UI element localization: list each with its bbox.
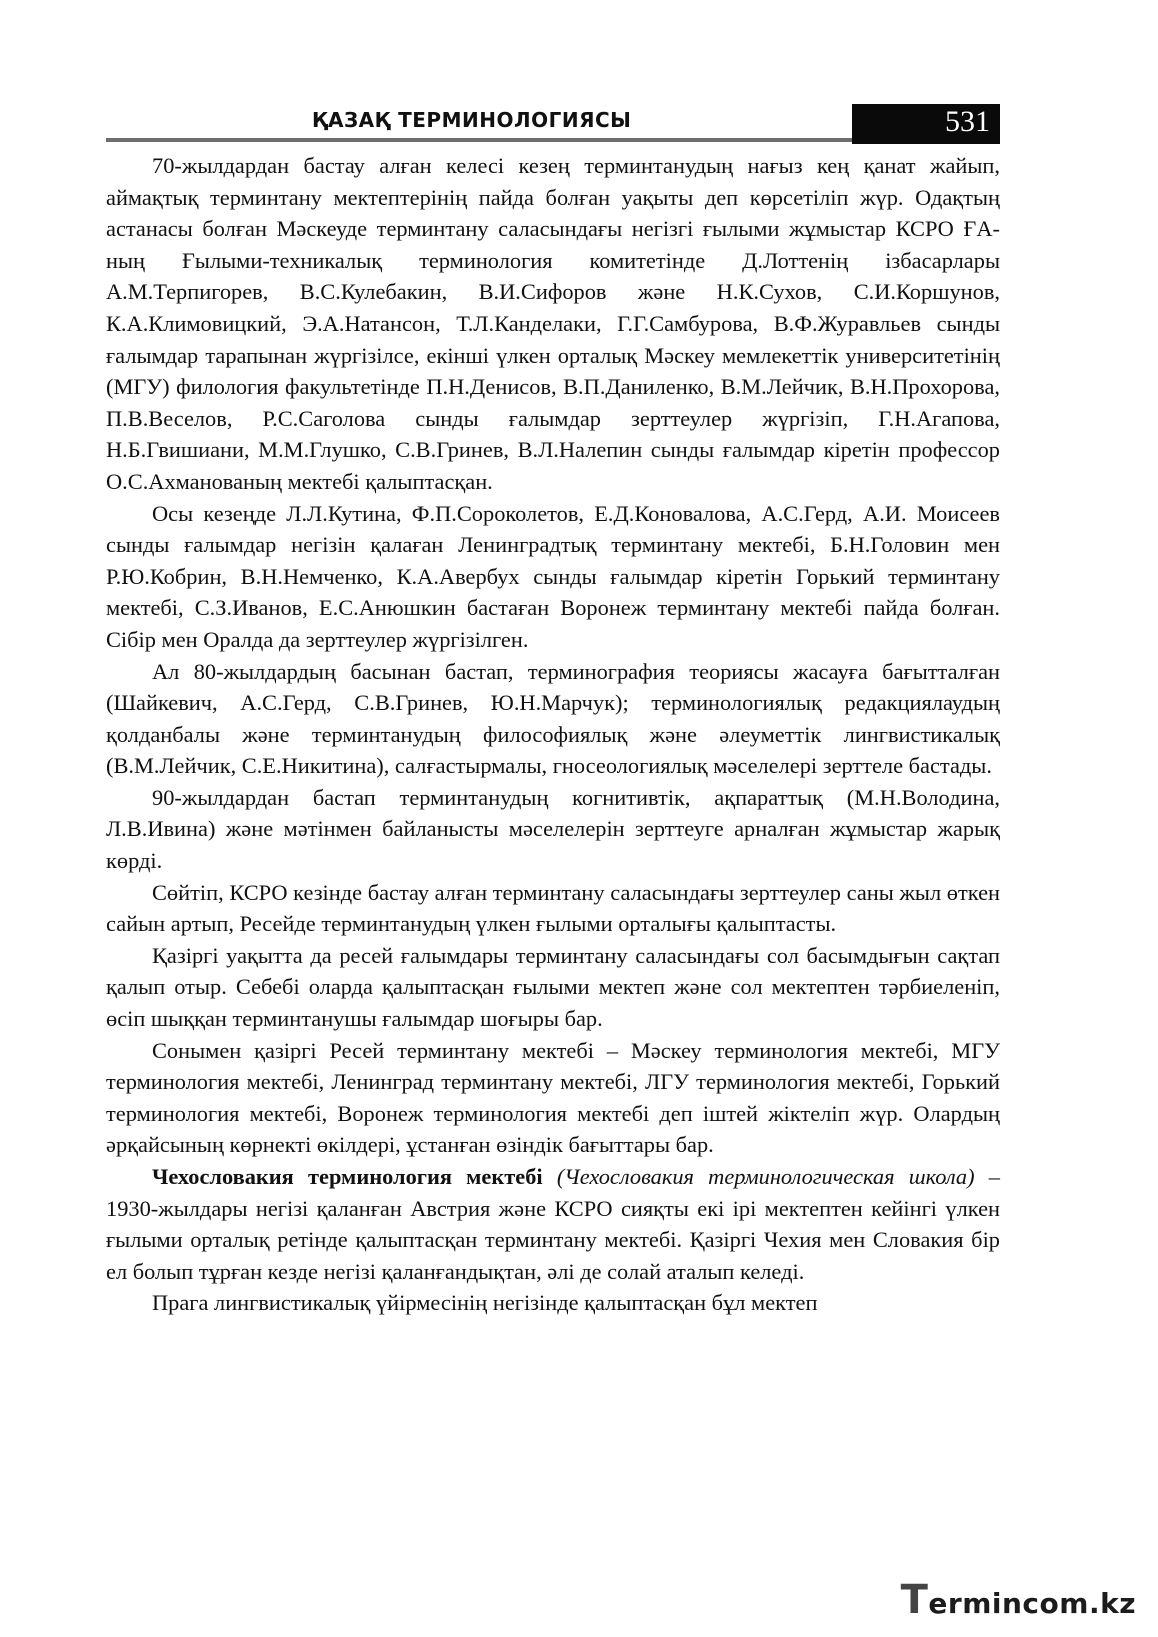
site-watermark-logo: Termincom.kz — [900, 1577, 1136, 1623]
paragraph-7: Сонымен қазіргі Ресей терминтану мектебі – Мәскеу терминология мектебі, МГУ терминология мектебі, Ленинград терминтану мектебі, ЛГУ терминология мектебі, Горький терминология мектебі, Воронеж терминология мектебі деп іштей жіктеліп жүр. Олардың әрқайсының көрнекті өкілдері, ұстанған өзіндік бағыттары бар. — [106, 1037, 1000, 1158]
paragraph-5: Сөйтіп, КСРО кезінде бастау алған терминтану саласындағы зерттеулер саны жыл өткен сайын артып, Ресейде терминтанудың үлкен ғылыми орталығы қалыптасты. — [106, 879, 1000, 937]
paragraph-6: Қазіргі уақытта да ресей ғалымдары терминтану саласындағы сол басымдығын сақтап қалып отыр. Себебі оларда қалыптасқан ғылыми мектеп және сол мектептен тәрбиеленіп, өсіп шыққан терминтанушы ғалымдар шоғыры бар. — [106, 942, 1000, 1032]
paragraph-3: Ал 80-жылдардың басынан бастап, терминография теориясы жасауға бағытталған (Шайкевич, А.С.Герд, С.В.Гринев, Ю.Н.Марчук); терминологиялық редакциялаудың қолданбалы және терминтанудың философиялық және әлеуметтік лингвистикалық (В.М.Лейчик, С.Е.Никитина), салғастырмалы, гносеологиялық мәселелері зерттеле бастады. — [106, 658, 1000, 779]
term-definition: –1930-жылдары негізі қаланған Австрия және КСРО сияқты екі ірі мектептен кейінгі үлкен ғылыми орталық ретінде қалыптасқан терминтану мектебі. Қазіргі Чехия мен Словакия бір ел болып тұрған кезде негізі қаланғандықтан, әлі де солай аталып келеді. — [106, 1164, 1000, 1284]
paragraph-4: 90-жылдардан бастап терминтанудың когнитивтік, ақпараттық (М.Н.Володина, Л.В.Ивина) және мәтінмен байланысты мәселелерін зерттеуге арналған жұмыстар жарық көрді. — [106, 784, 1000, 874]
header-rule — [106, 138, 852, 142]
running-head-title: ҚАЗАҚ ТЕРМИНОЛОГИЯСЫ — [312, 108, 632, 132]
page-number-box — [852, 104, 1000, 144]
paragraph-8 — [106, 1161, 1000, 1287]
page-number: 531 — [945, 105, 990, 138]
paragraph-2: Осы кезеңде Л.Л.Кутина, Ф.П.Сороколетов, Е.Д.Коновалова, А.С.Герд, А.И. Моисеев сынды ғалымдар негізін қалаған Ленинградтық терминтану мектебі, Б.Н.Головин мен Р.Ю.Кобрин, В.Н.Немченко, К.А.Авербух сынды ғалымдар кіретін Горький терминтану мектебі, С.З.Иванов, Е.С.Анюшкин бастаған Воронеж терминтану мектебі пайда болған. Сібір мен Оралда да зерттеулер жүргізілген. — [106, 500, 1000, 652]
body-text — [106, 150, 1000, 1319]
paragraph-9: Прага лингвистикалық үйірмесінің негізінде қалыптасқан бұл мектеп — [152, 1290, 818, 1316]
running-header — [106, 104, 1000, 144]
paragraph-1: 70-жылдардан бастау алған келесі кезең терминтанудың нағыз кең қанат жайып, аймақтық терминтану мектептерінің пайда болған уақыты деп көрсетіліп жүр. Одақтың астанасы болған Мәскеуде терминтану саласындағы негізгі ғылыми жұмыстар КСРО ҒА-ның Ғылыми-техникалық терминология комитетінде Д.Лоттенің ізбасарлары А.М.Терпигорев, В.С.Кулебакин, В.И.Сифоров және Н.К.Сухов, С.И.Коршунов, К.А.Климовицкий, Э.А.Натансон, Т.Л.Канделаки, Г.Г.Самбурова, В.Ф.Журавльев сынды ғалымдар тарапынан жүргізілсе, екінші үлкен орталық Мәскеу мемлекеттік университетінің (МГУ) филология факультетінде П.Н.Денисов, В.П.Даниленко, В.М.Лейчик, В.Н.Прохорова, П.В.Веселов, Р.С.Саголова сынды ғалымдар зерттеулер жүргізіп, Г.Н.Агапова, Н.Б.Гвишиани, М.М.Глушко, С.В.Гринев, В.Л.Налепин сынды ғалымдар кіретін профессор О.С.Ахманованың мектебі қалыптасқан. — [106, 153, 1000, 494]
term-heading: Чехословакия терминология мектебі — [152, 1164, 543, 1189]
term-russian-name: (Чехословакия терминологическая школа) — [542, 1164, 975, 1189]
